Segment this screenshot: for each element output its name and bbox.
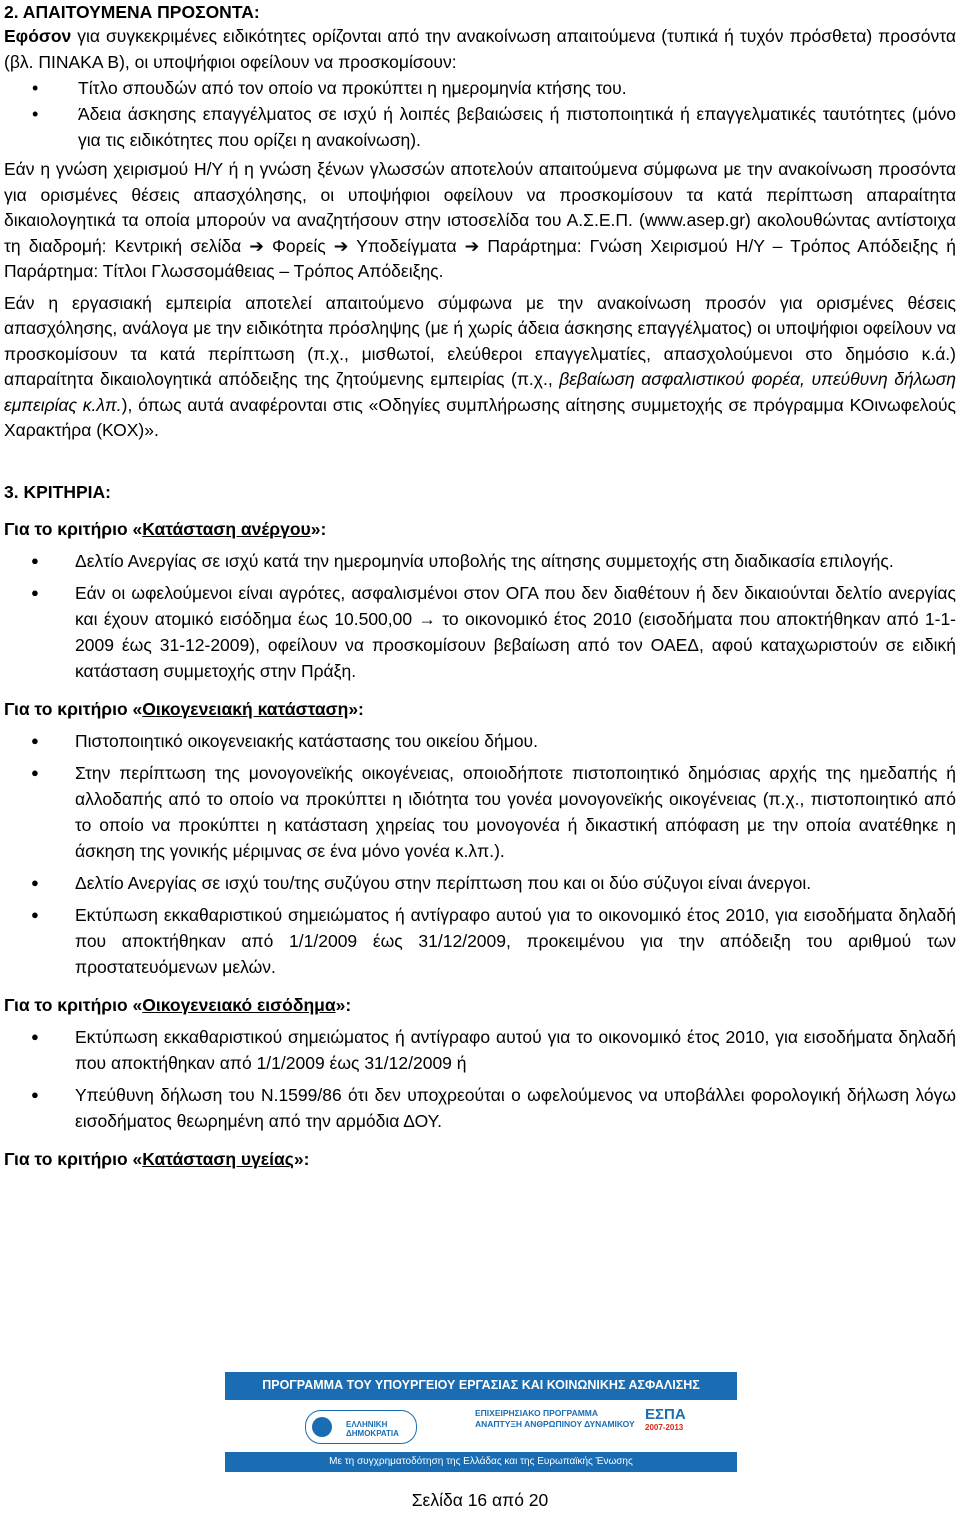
experience-paragraph [4, 291, 956, 444]
banner-bottom [225, 1452, 737, 1472]
list-item: ● Πιστοποιητικό οικογενειακής κατάστασης του οικείου δήμου. [4, 728, 956, 754]
greek-republic-logo [305, 1410, 417, 1444]
list-item: ● Υπεύθυνη δήλωση του Ν.1599/86 ότι δεν υποχρεούται ο ωφελούμενος να υποβάλλει φορολογική δήλωση λόγω εισοδήματος θεωρημένη από την αρμόδια ΔΟΥ. [4, 1082, 956, 1134]
criterion-prefix: Για το κριτήριο « [4, 1148, 143, 1169]
espa-years: 2007-2013 [645, 1423, 684, 1432]
list-item: ● Εκτύπωση εκκαθαριστικού σημειώματος ή αντίγραφο αυτού για το οικονομικό έτος 2010, για εισοδήματα δηλαδή που αποκτήθηκαν από 1/1/2009 έως 31/12/2009 ή [4, 1024, 956, 1076]
criterion-list [4, 548, 956, 684]
criterion-list [4, 1024, 956, 1134]
section-2-bullets [4, 75, 956, 153]
criterion-name: Κατάσταση ανέργου [142, 518, 311, 539]
list-item: • Τίτλο σπουδών από τον οποίο να προκύπτει η ημερομηνία κτήσης του. [4, 75, 956, 101]
banner-top [225, 1372, 737, 1400]
espa-label: ΕΣΠΑ [645, 1406, 686, 1423]
text-span: Υποδείγματα [348, 235, 465, 256]
emblem-icon [312, 1417, 332, 1437]
intro-bold: Εφόσον [4, 26, 72, 46]
list-item: ● Στην περίπτωση της μονογονεϊκής οικογένειας, οποιοδήποτε πιστοποιητικό δημόσιας αρχής της ημεδαπής ή αλλοδαπής από το οποίο να προκύπτει η ιδιότητα του γονέα μονογονεϊκής οικογένειας (π.χ., πιστοποιητικό από το οποίο να προκύπτει η κατάσταση χηρείας του μονογονέα ή δικαστική απόφαση με την οποία ανατέθηκε η άσκηση της γονικής μέριμνας σε ένα μόνο γονέα κ.λπ.). [4, 760, 956, 864]
arrow-icon: ➔ [249, 235, 264, 256]
criterion-suffix: »: [348, 698, 364, 719]
criterion-prefix: Για το κριτήριο « [4, 994, 143, 1015]
text-span: Εάν η εργασιακή εμπειρία αποτελεί απαιτούμενο σύμφωνα με την ανακοίνωση προσόν για ορισμένες θέσεις απασχόλησης, ανάλογα με την ειδικότητα πρόσληψης (με ή χωρίς άδεια άσκησης επαγγέλματος) οι υποψήφιοι οφείλουν να προσκομίσουν τα κατά περίπτωση (π.χ., μισθωτοί, ελεύθεροι επαγγελματίες, απασχολούμενοι στο δημόσιο κ.ά.) απαραίτητα δικαιολογητικά απόδειξης της ζητούμενης εμπειρίας (π.χ., [4, 292, 956, 389]
section-2-title: 2. ΑΠΑΙΤΟΥΜΕΝΑ ΠΡΟΣΟΝΤΑ: [4, 2, 260, 22]
epi-line2: ΑΝΑΠΤΥΞΗ ΑΝΘΡΩΠΙΝΟΥ ΔΥΝΑΜΙΚΟΥ [475, 1419, 635, 1429]
criterion-heading [4, 696, 956, 722]
criterion-prefix: Για το κριτήριο « [4, 698, 143, 719]
intro-rest: για συγκεκριμένες ειδικότητες ορίζονται από την ανακοίνωση απαιτούμενα (τυπικά ή τυχόν πρόσθετα) προσόντα (βλ. ΠΙΝΑΚΑ Β), οι υποψήφιοι οφείλουν να προσκομίσουν: [4, 26, 956, 72]
text-span: Παράρτημα: Γνώση Χειρισμού Η/Υ – Τρόπος Απόδειξης ή Παράρτημα: Τίτλοι Γλωσσομάθειας – Τρόπος Απόδειξης. [4, 235, 956, 281]
banner-top-text: ΠΡΟΓΡΑΜΜΑ ΤΟΥ ΥΠΟΥΡΓΕΙΟΥ ΕΡΓΑΣΙΑΣ ΚΑΙ ΚΟΙΝΩΝΙΚΗΣ ΑΣΦΑΛΙΣΗΣ [262, 1378, 700, 1392]
text-span: Εάν η γνώση χειρισμού Η/Υ ή η γνώση ξένων γλωσσών αποτελούν απαιτούμενα σύμφωνα με την ανακοίνωση προσόντα για ορισμένες θέσεις απασχόλησης, οι υποψήφιοι οφείλουν να προσκομίσουν τα κατά περίπτωση απαραίτητα δικαιολογητικά τα οποία μπορούν να αναζητήσουν στην ιστοσελίδα του Α.Σ.Ε.Π. (www.asep.gr) ακολουθώντας αντίστοιχα τη διαδρομή: Κεντρική σελίδα [4, 159, 956, 256]
criterion-suffix: »: [310, 518, 327, 539]
criterion-name: Κατάσταση υγείας [142, 1148, 294, 1169]
section-2-intro [4, 24, 956, 75]
section-3-title: 3. ΚΡΙΤΗΡΙΑ: [4, 481, 111, 502]
arrow-icon: ➔ [464, 235, 480, 256]
epi-line1: ΕΠΙΧΕΙΡΗΣΙΑΚΟ ΠΡΟΓΡΑΜΜΑ [475, 1408, 599, 1418]
text-span: Φορείς [263, 235, 334, 256]
criterion-name: Οικογενειακό εισόδημα [142, 994, 336, 1015]
operational-programme-logo [475, 1408, 635, 1444]
page-number: Σελίδα 16 από 20 [411, 1490, 549, 1510]
banner-logos [225, 1400, 737, 1452]
criterion-heading [4, 992, 956, 1018]
criterion-suffix: »: [335, 994, 352, 1015]
criterion-heading [4, 516, 956, 542]
criterion-prefix: Για το κριτήριο « [4, 518, 143, 539]
list-item: ● Δελτίο Ανεργίας σε ισχύ κατά την ημερομηνία υποβολής της αίτησης συμμετοχής στη διαδικασία επιλογής. [4, 548, 956, 574]
list-item: ● Εάν οι ωφελούμενοι είναι αγρότες, ασφαλισμένοι στον ΟΓΑ που δεν διαθέτουν ή δεν δικαιούνται δελτίο ανεργίας και έχουν ατομικό εισόδημα έως 10.500,00 → το οικονομικό έτος 2010 (εισοδήματα που αποκτήθηκαν από 1-1-2009 έως 31-12-2009), οφείλουν να προσκομίσουν βεβαίωση από τον ΟΑΕΔ, αφού καταχωριστούν σε ειδική κατάσταση συμμετοχής στην Πράξη. [4, 580, 956, 684]
funding-banner [225, 1372, 737, 1472]
criterion-name: Οικογενειακή κατάσταση [142, 698, 349, 719]
list-item: ● Δελτίο Ανεργίας σε ισχύ του/της συζύγου στην περίπτωση που και οι δύο σύζυγοι είναι άνεργοι. [4, 870, 956, 896]
espa-logo [645, 1406, 725, 1446]
list-item: ● Εκτύπωση εκκαθαριστικού σημειώματος ή αντίγραφο αυτού για το οικονομικό έτος 2010, για εισοδήματα δηλαδή που αποκτήθηκαν από 1/1/2009 έως 31/12/2009, προκειμένου για την απόδειξη του αριθμού των προστατευόμενων μελών. [4, 902, 956, 980]
text-span: ), όπως αυτά αναφέρονται στις «Οδηγίες συμπλήρωσης αίτησης συμμετοχής σε πρόγραμμα ΚΟινωφελούς Χαρακτήρα (ΚΟΧ)». [4, 394, 956, 440]
list-item: • Άδεια άσκησης επαγγέλματος σε ισχύ ή λοιπές βεβαιώσεις ή πιστοποιητικά ή επαγγελματικές ταυτότητες (μόνο για τις ειδικότητες που ορίζει η ανακοίνωση). [4, 101, 956, 153]
criterion-heading [4, 1146, 956, 1172]
arrow-icon: ➔ [333, 235, 349, 256]
italic-text: βεβαίωση ασφαλιστικού φορέα, υπεύθυνη δήλωση εμπειρίας κ.λπ. [4, 369, 956, 415]
criterion-list [4, 728, 956, 980]
banner-bottom-text: Με τη συγχρηματοδότηση της Ελλάδας και της Ευρωπαϊκής Ένωσης [329, 1456, 633, 1467]
criterion-suffix: »: [293, 1148, 310, 1169]
knowledge-paragraph [4, 157, 956, 285]
gov-label: ΕΛΛΗΝΙΚΗ ΔΗΜΟΚΡΑΤΙΑ [346, 1420, 399, 1438]
